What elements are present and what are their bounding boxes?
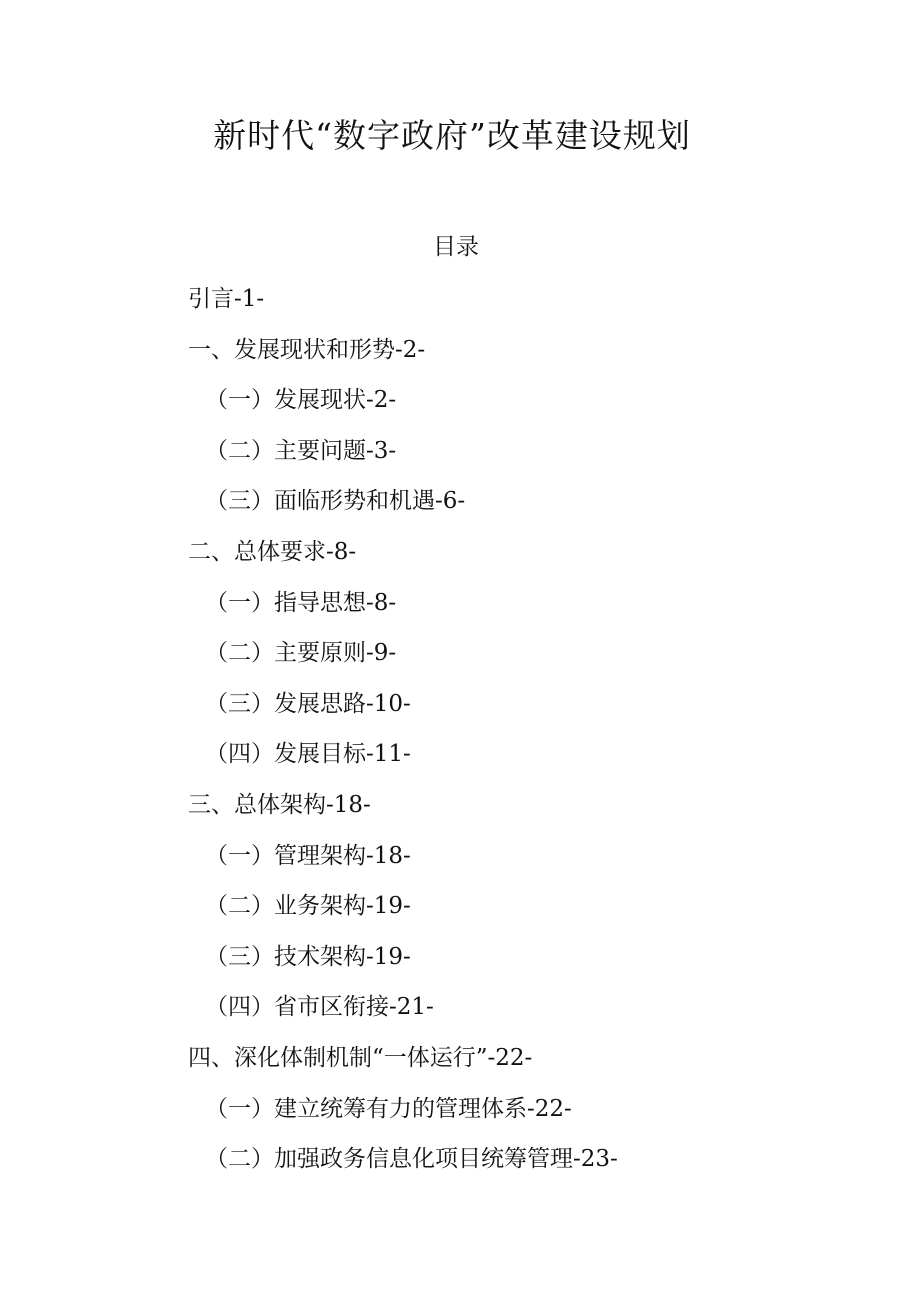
toc-entry[interactable]: （三）发展思路-10- bbox=[205, 690, 411, 717]
toc-entry[interactable]: 二、总体要求-8- bbox=[188, 538, 357, 565]
toc-entry[interactable]: （四）省市区衔接-21- bbox=[205, 994, 434, 1021]
toc-entry[interactable]: （二）主要原则-9- bbox=[205, 640, 397, 667]
toc-entry[interactable]: （一）管理架构-18- bbox=[205, 842, 411, 869]
toc-entry[interactable]: （三）面临形势和机遇-6- bbox=[205, 488, 466, 515]
toc-entry[interactable]: （一）指导思想-8- bbox=[205, 589, 397, 616]
toc-entry[interactable]: （三）技术架构-19- bbox=[205, 943, 411, 970]
toc-entry[interactable]: 一、发展现状和形势-2- bbox=[188, 336, 426, 363]
toc-entry[interactable]: （一）发展现状-2- bbox=[205, 387, 397, 414]
document-title: 新时代“数字政府”改革建设规划 bbox=[213, 116, 691, 155]
toc-entry[interactable]: （二）主要问题-3- bbox=[205, 437, 397, 464]
toc-entry[interactable]: （二）业务架构-19- bbox=[205, 893, 411, 920]
toc-entry[interactable]: 四、深化体制机制“一体运行”-22- bbox=[188, 1044, 533, 1071]
toc-entry[interactable]: （四）发展目标-11- bbox=[205, 741, 411, 768]
toc-entry[interactable]: 引言-1- bbox=[188, 286, 265, 312]
toc-entry[interactable]: （二）加强政务信息化项目统筹管理-23- bbox=[205, 1146, 618, 1173]
toc-entry[interactable]: （一）建立统筹有力的管理体系-22- bbox=[205, 1095, 572, 1122]
table-of-contents bbox=[0, 282, 920, 1193]
toc-entry[interactable]: 三、总体架构-18- bbox=[188, 791, 371, 818]
toc-heading: 目录 bbox=[433, 234, 479, 260]
